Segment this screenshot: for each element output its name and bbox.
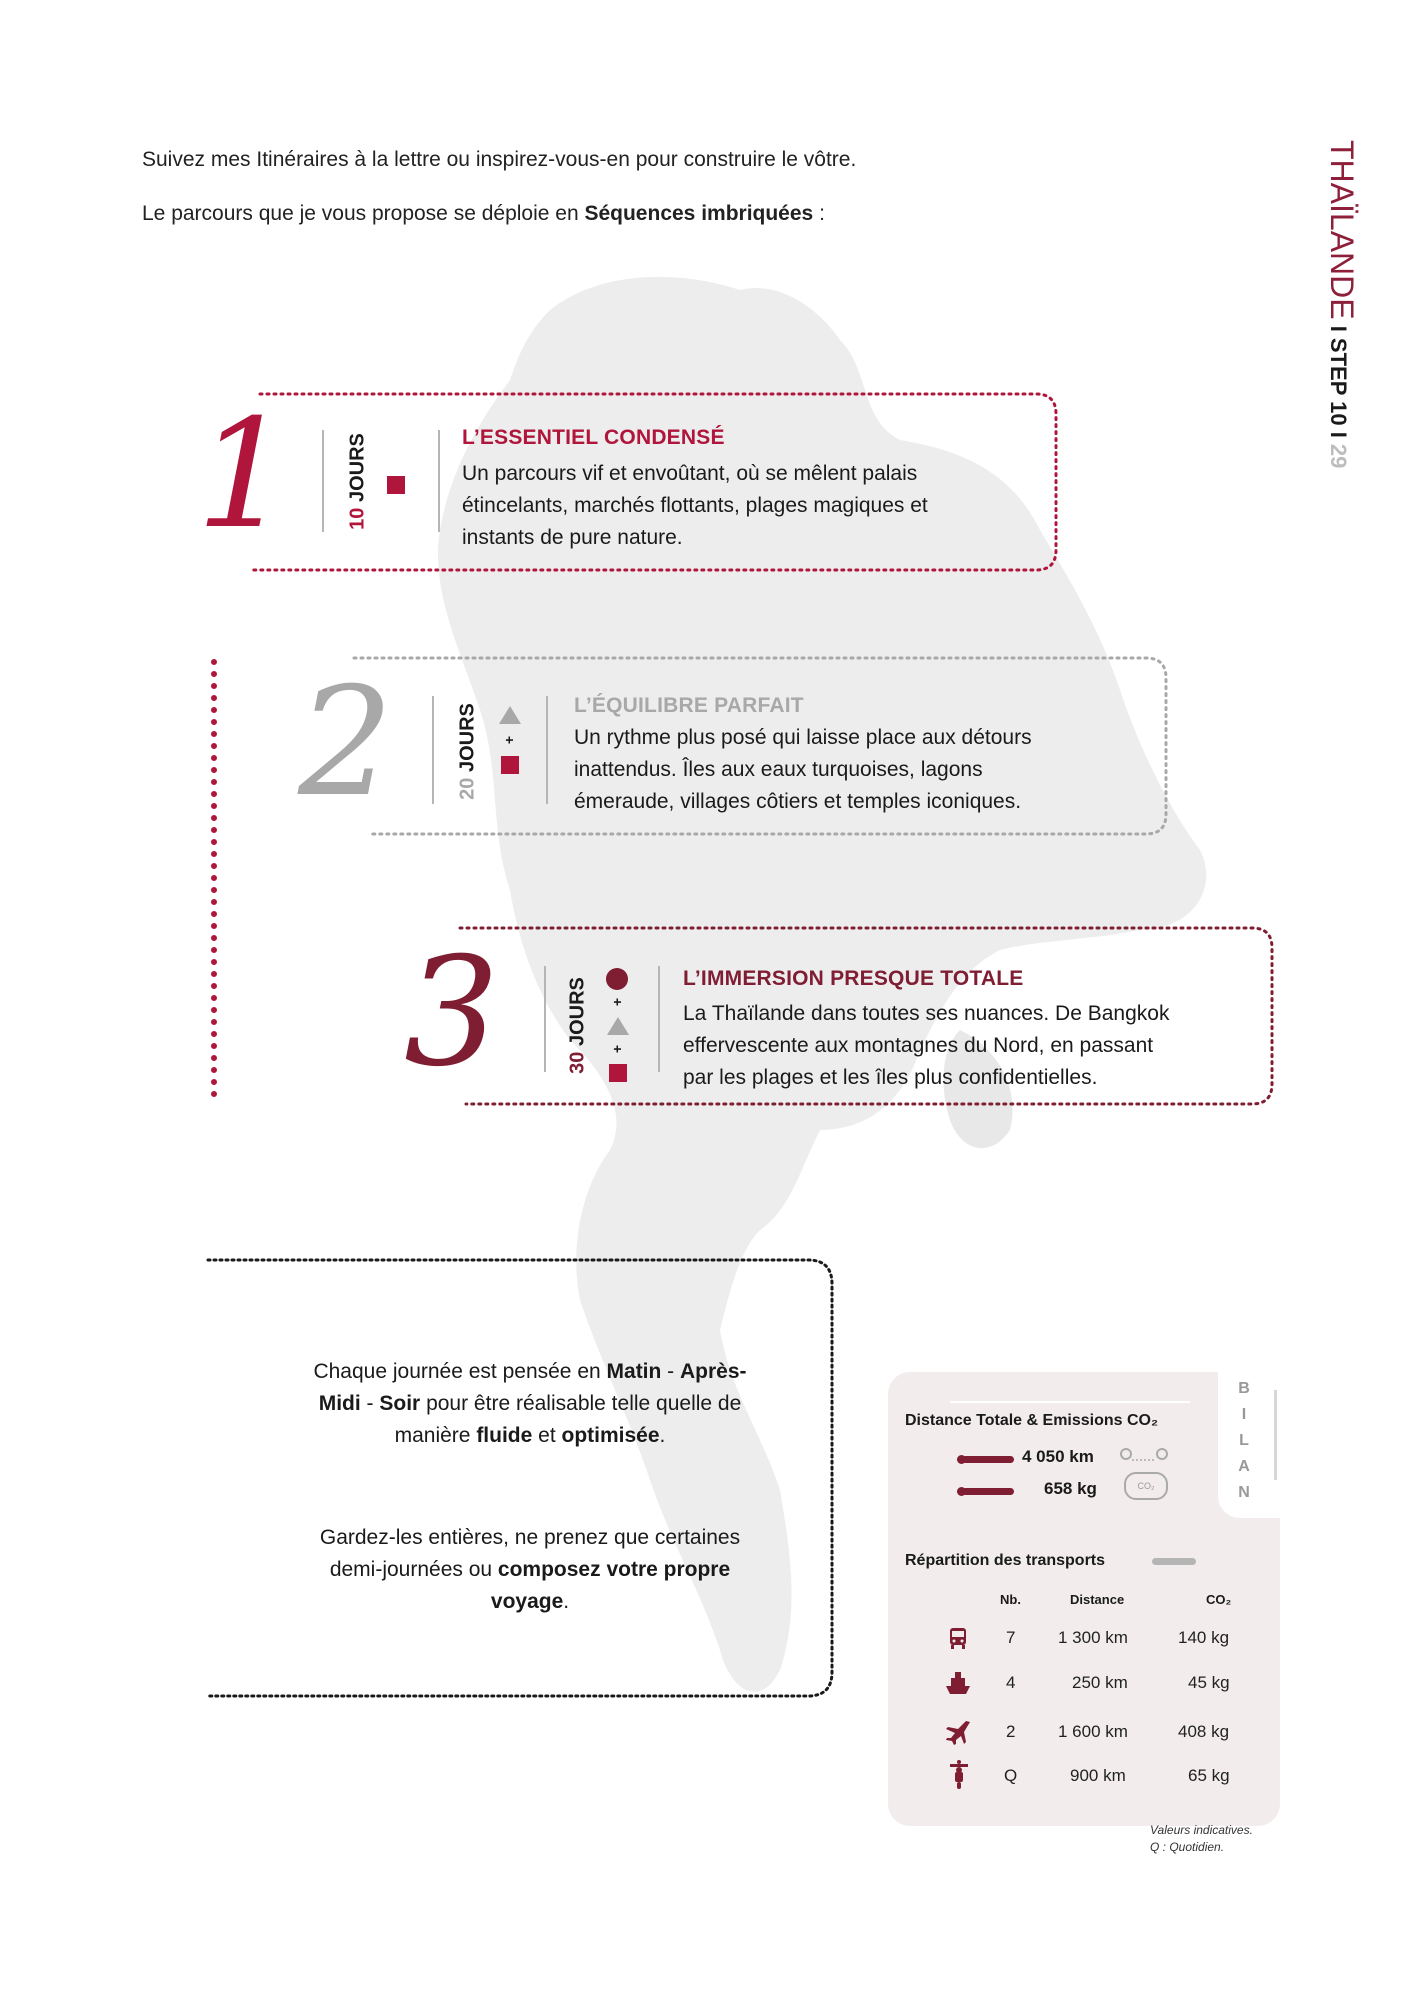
sequence-3-line: effervescente aux montagnes du Nord, en passant [683, 1034, 1154, 1057]
separator-3b [658, 966, 660, 1072]
sequence-3-line: La Thaïlande dans toutes ses nuances. De Bangkok [683, 1002, 1170, 1025]
triangle-icon [607, 1017, 629, 1035]
square-icon [501, 756, 519, 774]
days-count-3: 30 [566, 1051, 589, 1074]
row-1-distance: 1 300 km [1058, 1628, 1128, 1647]
plus-icon: + [609, 997, 626, 1007]
co2-bar [962, 1488, 1014, 1495]
row-1-nb: 7 [1006, 1628, 1016, 1647]
bilan-heading-1: Distance Totale & Emissions CO₂ [905, 1412, 1159, 1429]
sequence-1-line: étincelants, marchés flottants, plages magiques et [462, 494, 928, 517]
bilan-divider [1274, 1390, 1277, 1480]
total-co2: 658 kg [1044, 1479, 1097, 1498]
days-count-2: 20 [456, 777, 479, 800]
dotted-vertical-line [208, 658, 220, 1108]
intro-line-1: Suivez mes Itinéraires à la lettre ou inspirez-vous-en pour construire le vôtre. [142, 148, 857, 171]
page-number: 29 [1326, 443, 1351, 469]
sequence-text-1 [462, 458, 928, 554]
side-header [1318, 140, 1362, 469]
text-bold: fluide [476, 1424, 533, 1447]
sequence-2-line: émeraude, villages côtiers et temples iconiques. [574, 790, 1022, 813]
separator-1 [322, 430, 324, 532]
row-4-distance: 900 km [1070, 1766, 1126, 1785]
side-step: I STEP 10 I [1326, 319, 1351, 444]
circle-icon [606, 968, 628, 990]
bilan-heading-2: Répartition des transports [905, 1552, 1106, 1569]
text: Chaque journée est pensée en [313, 1360, 607, 1383]
sequence-text-3 [683, 998, 1169, 1094]
days-unit-1: JOURS [346, 433, 369, 503]
days-label-2 [457, 702, 480, 802]
bilan-label [1234, 1376, 1254, 1506]
column-nb: Nb. [1000, 1592, 1021, 1607]
text-bold: Soir [379, 1392, 421, 1415]
sequence-number-3: 3 [404, 926, 500, 1100]
row-1-co2: 140 kg [1178, 1628, 1230, 1647]
note [1150, 1822, 1253, 1856]
co2-cloud-icon: CO₂ [1124, 1472, 1168, 1500]
text-bold: voyage [490, 1590, 564, 1613]
distance-bar [962, 1456, 1014, 1463]
sequence-title-1: L’ESSENTIEL CONDENSÉ [462, 426, 725, 449]
bilan-letter: I [1241, 1406, 1247, 1423]
sequence-2-line: inattendus. Îles aux eaux turquoises, lagons [574, 758, 983, 781]
days-label-3 [567, 976, 590, 1076]
days-unit-2: JOURS [456, 703, 479, 773]
info-line: Gardez-les entières, ne prenez que certaines [319, 1526, 741, 1549]
intro-line-2-text: Le parcours que je vous propose se déploie en [142, 202, 585, 225]
bilan-letter: B [1238, 1380, 1250, 1397]
row-2-nb: 4 [1006, 1673, 1016, 1692]
text-bold: Midi [318, 1392, 361, 1415]
separator-2 [432, 696, 434, 804]
intro-line-2-end: : [813, 202, 825, 225]
transport-bar-icon [1152, 1558, 1196, 1565]
square-icon [609, 1064, 627, 1082]
separator-3 [544, 966, 546, 1072]
text-bold: optimisée [561, 1424, 660, 1447]
boat-icon [944, 1670, 972, 1698]
separator-1b [438, 430, 440, 532]
row-3-nb: 2 [1006, 1722, 1016, 1741]
days-label-1 [347, 432, 370, 532]
row-3-distance: 1 600 km [1058, 1722, 1128, 1741]
sequence-number-1: 1 [196, 388, 292, 562]
bilan-letter: L [1239, 1432, 1249, 1449]
days-unit-3: JOURS [566, 977, 589, 1047]
intro-line-2-bold: Séquences imbriquées [584, 202, 814, 225]
row-2-distance: 250 km [1072, 1673, 1128, 1692]
total-distance: 4 050 km [1022, 1447, 1094, 1466]
text-bold: Après- [680, 1360, 747, 1383]
info-paragraph-2 [280, 1522, 780, 1618]
note-line: Valeurs indicatives. [1150, 1823, 1253, 1837]
bus-icon [946, 1626, 970, 1650]
plus-icon: + [609, 1044, 626, 1054]
route-icon [1118, 1446, 1170, 1466]
intro-line-2 [142, 202, 825, 226]
sequence-1-line: Un parcours vif et envoûtant, où se mêlent palais [462, 462, 918, 485]
side-title: THAÏLANDE [1324, 140, 1360, 320]
row-3-co2: 408 kg [1178, 1722, 1230, 1741]
info-line [280, 1356, 780, 1388]
info-panel-border [204, 1256, 840, 1702]
scooter-icon [948, 1760, 970, 1790]
bilan-rule [950, 1401, 1190, 1403]
sequence-title-2: L’ÉQUILIBRE PARFAIT [574, 694, 804, 717]
bilan-letter: A [1238, 1458, 1250, 1475]
text-bold: composez votre propre [497, 1558, 731, 1581]
row-4-co2: 65 kg [1188, 1766, 1230, 1785]
column-distance: Distance [1070, 1592, 1125, 1607]
sequence-number-2: 2 [298, 656, 394, 830]
sequence-2-line: Un rythme plus posé qui laisse place aux détours [574, 726, 1032, 749]
square-icon [387, 476, 405, 494]
note-line: Q : Quotidien. [1150, 1840, 1225, 1854]
info-line [280, 1420, 780, 1452]
plus-icon: + [501, 735, 518, 745]
separator-2b [546, 696, 548, 804]
text: - [360, 1392, 380, 1415]
column-co2: CO₂ [1206, 1592, 1232, 1607]
text: manière [394, 1424, 477, 1447]
sequence-title-3: L’IMMERSION PRESQUE TOTALE [683, 967, 1024, 990]
text: et [532, 1424, 562, 1447]
info-line [280, 1388, 780, 1420]
info-line [280, 1586, 780, 1618]
text: . [659, 1424, 666, 1447]
text: . [563, 1590, 570, 1613]
text: demi-journées ou [329, 1558, 498, 1581]
bilan-letter: N [1238, 1484, 1250, 1501]
info-paragraph-1 [280, 1356, 780, 1452]
text-bold: Matin [606, 1360, 662, 1383]
row-2-co2: 45 kg [1188, 1673, 1230, 1692]
sequence-1-line: instants de pure nature. [462, 526, 683, 549]
sequence-text-2 [574, 722, 1032, 818]
info-line [280, 1554, 780, 1586]
triangle-icon [499, 706, 521, 724]
sequence-3-line: par les plages et les îles plus confidentielles. [683, 1066, 1098, 1089]
days-count-1: 10 [346, 507, 369, 530]
text: - [661, 1360, 681, 1383]
plane-icon [944, 1718, 972, 1746]
text: pour être réalisable telle quelle de [420, 1392, 742, 1415]
row-4-nb: Q [1004, 1766, 1018, 1785]
